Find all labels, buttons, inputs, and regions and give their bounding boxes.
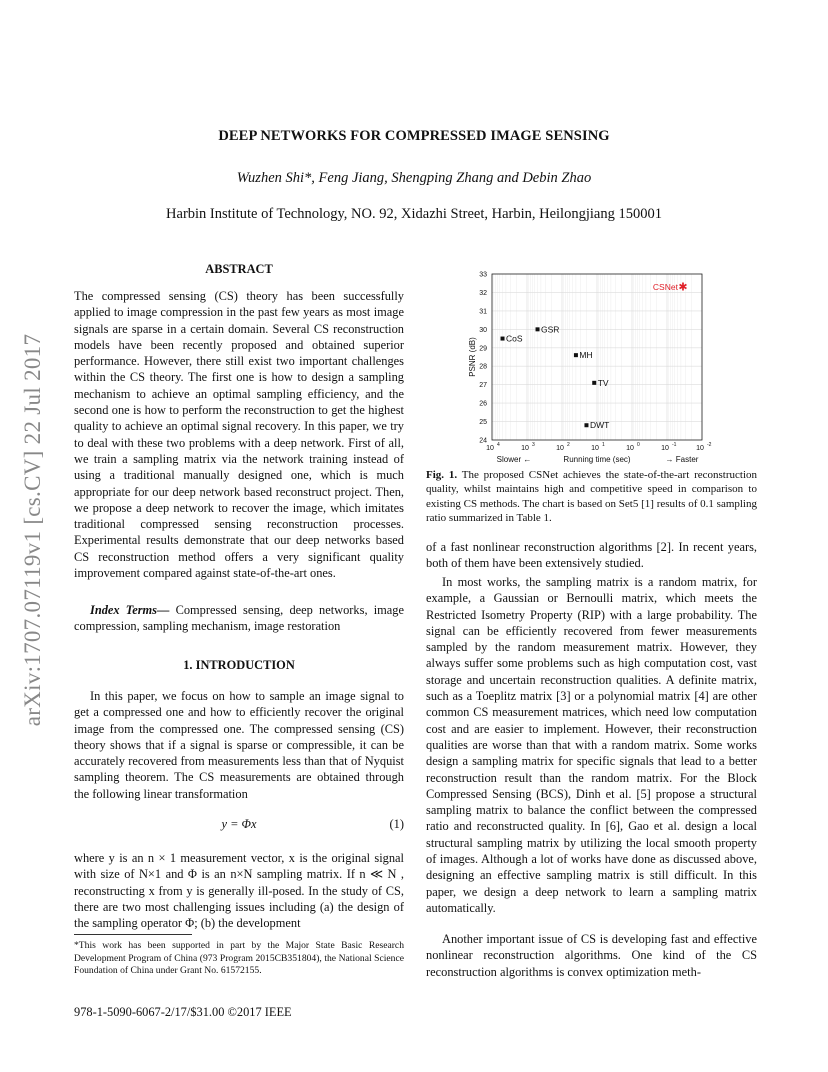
y-tick-label: 27 [479,382,487,390]
figure-1-chart [466,268,716,468]
figure-1-caption [426,468,757,526]
point-marker-dwt [584,423,588,427]
copyright-line: 978-1-5090-6067-2/17/$31.00 ©2017 IEEE [74,1005,292,1019]
y-tick-label: 24 [479,437,487,445]
point-marker-cos [501,337,505,341]
chart-x-ticks [486,442,712,452]
chart-x-right-note: → Faster [665,455,699,464]
chart-y-ticks [479,272,487,445]
index-terms-label: Index Terms— [90,603,170,617]
x-tick-exponent: 0 [637,442,640,448]
affiliation: Harbin Institute of Technology, NO. 92, Xidazhi Street, Harbin, Heilongjiang 150001 [166,206,662,222]
abstract-heading: ABSTRACT [205,262,273,276]
footnote-rule [74,934,192,935]
chart-x-left-note: Slower ← [496,455,532,464]
intro-paragraph-1: In this paper, we focus on how to sample an image signal to get a compressed one and how to efficiently recover the original image from the compressed one. The compressed sensing (CS) theory shows that if a signal is sparse or compressible, it can be accurately recovered from measurements less than that of Nyquist sampling theorem. The CS measurements are obtained through the following linear transformation [74,689,404,801]
point-marker-gsr [536,327,540,331]
point-marker-csnet: ✱ [678,281,688,294]
right-paragraph-2: In most works, the sampling matrix is a random matrix, for example, a Gaussian or Bernoulli matrix, which meets the Restricted Isometry Property (RIP) with a large probability. The signal can be efficiently recovered from fewer measurements sampled by the random measurement matrix. However, they always suffer some problems such as high computation cost, vast storage and uncertain reconstruction qualities. A definite matrix, such as a Toeplitz matrix [3] or a polynomial matrix [4] are other common CS measurement matrices, which need low computation cost and are easier to implement. However, their reconstruction qualities are worse than that with a random matrix. Some works design a sampling matrix for specific signals that lead to a better reconstruction result than the random matrix. For the Block Compressed Sensing (BCS), Dinh et al. [5] propose a structural sampling matrix to balance the conflict between the compressed ratio and reconstructed quality. In [6], Gao et al. design a local structural sampling matrix by utilizing the local smooth property of images. Although a lot of works have done as discussed above, designing an effective sampling matrix is still difficult. In this paper, we design a deep network to learn a sampling matrix automatically. [426,575,757,915]
y-tick-label: 30 [479,326,487,334]
point-marker-mh [574,353,578,357]
chart-y-axis-label: PSNR (dB) [468,337,477,377]
abstract-text: The compressed sensing (CS) theory has been successfully applied to image compression in the past few years as most image signals are sparse in a certain domain. Several CS reconstruction models have been recently proposed and obtained superior performance. However, there still exist two important challenges within the CS theory. The first one is how to design a sampling mechanism to achieve an optimal sampling efficiency, and the second one is how to perform the reconstruction to get the highest quality to achieve an optimal signal recovery. In this paper, we try to deal with these two problems with a deep network. First of all, we train a sampling matrix via the network training instead of using a traditional manually designed one, which is much appropriate for our deep network based reconstruct project. Then, we propose a deep network to recover the image, which imitates traditional compressed sensing reconstruction processes. Experimental results demonstrate that our deep networks based CS reconstruction method offers a very significant quality improvement compared against state-of-the-art ones. [74,289,404,581]
x-tick-exponent: 4 [497,442,500,448]
point-label-cos: CoS [506,333,523,344]
equation-expression: y = Φx [221,817,257,831]
right-paragraph-3: Another important issue of CS is developing fast and effective nonlinear reconstruction algorithms. One kind of the CS reconstruction algorithms is convex optimization meth- [426,932,757,979]
y-tick-label: 32 [479,289,487,297]
point-label-mh: MH [579,350,593,361]
y-tick-label: 26 [479,400,487,408]
point-label-dwt: DWT [589,420,610,431]
point-label-tv: TV [597,377,609,388]
x-tick-exponent: -2 [707,442,712,448]
point-marker-tv [592,381,596,385]
author-list: Wuzhen Shi*, Feng Jiang, Shengping Zhang and Debin Zhao [236,170,592,186]
x-tick-label: 10 [556,445,564,452]
x-tick-label: 10 [661,445,669,452]
y-tick-label: 31 [479,308,487,316]
index-terms-text: Compressed sensing, deep networks, image compression, sampling mechanism, image restoration [74,603,404,634]
index-terms [74,602,404,635]
intro-paragraph-2: where y is an n × 1 measurement vector, x is the original signal with size of N×1 and Φ is an n×N sampling matrix. If n ≪ N , reconstructing x from y is generally ill-posed. In the study of CS, there are two most challenging issues including (a) the design of the sampling operator Φ; (b) the development [74,851,404,931]
point-label-gsr: GSR [541,324,560,335]
footnote: *This work has been supported in part by the Major State Basic Research Development Program of China (973 Program 2015CB351804), the National Science Foundation of China under Grant No. 61572155. [74,940,404,977]
y-tick-label: 25 [479,419,487,427]
caption-label: Fig. 1. [426,469,458,481]
x-tick-label: 10 [626,445,634,452]
caption-text: The proposed CSNet achieves the state-of-the-art reconstruction quality, whilst maintains high and competitive speed in comparison to existing CS methods. The chart is based on Set5 [1] results of 0.1 sampling ratio summarized in Table 1. [426,469,757,525]
x-tick-exponent: -1 [672,442,677,448]
y-tick-label: 33 [479,271,487,279]
right-paragraph-continued: of a fast nonlinear reconstruction algorithms [2]. In recent years, both of them have been extensively studied. [426,540,757,571]
x-tick-exponent: 2 [567,442,570,448]
arxiv-stamp-text: arXiv:1707.07119v1 [cs.CV] 22 Jul 2017 [20,333,45,727]
intro-heading: 1. INTRODUCTION [183,658,295,672]
equation-number: (1) [389,817,404,831]
paper-title: DEEP NETWORKS FOR COMPRESSED IMAGE SENSING [218,128,610,144]
x-tick-label: 10 [521,445,529,452]
y-tick-label: 28 [479,363,487,371]
chart-x-axis-label: Running time (sec) [563,455,631,464]
x-tick-label: 10 [486,445,494,452]
y-tick-label: 29 [479,345,487,353]
x-tick-exponent: 3 [532,442,535,448]
chart-grid [492,274,702,440]
arxiv-stamp [14,300,52,760]
point-label-csnet: CSNet [652,281,678,292]
x-tick-exponent: 1 [602,442,605,448]
x-tick-label: 10 [696,445,704,452]
x-tick-label: 10 [591,445,599,452]
